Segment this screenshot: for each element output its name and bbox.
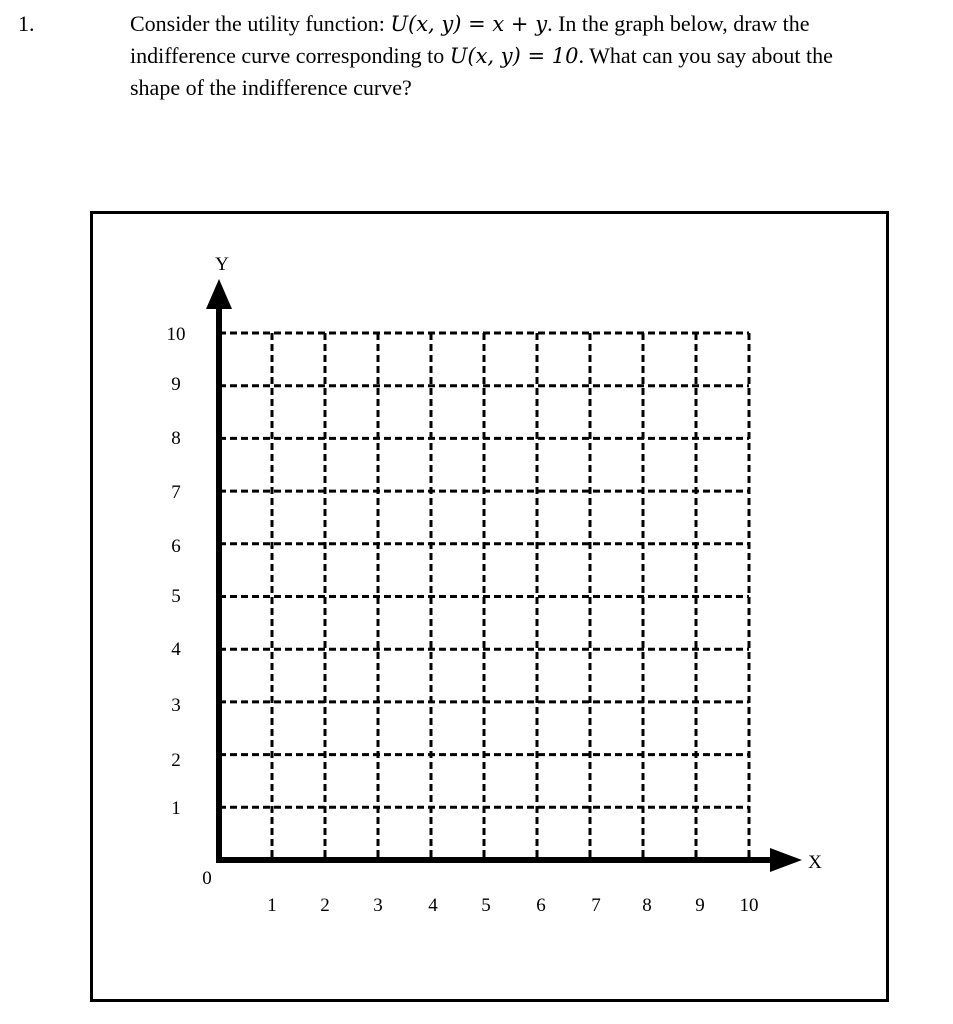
y-tick-label-9: 9 <box>171 374 181 395</box>
x-tick-label-9: 9 <box>695 895 705 916</box>
x-axis-title: X <box>808 852 822 873</box>
question-line-2-start: indifference curve corresponding to <box>130 43 450 68</box>
x-tick-label-4: 4 <box>428 895 438 916</box>
y-tick-label-5: 5 <box>171 586 181 607</box>
y-tick-label-6: 6 <box>171 536 181 557</box>
y-tick-label-7: 7 <box>171 482 181 503</box>
grid-lines <box>219 333 749 860</box>
x-tick-label-3: 3 <box>373 895 383 916</box>
x-tick-label-10: 10 <box>739 895 759 916</box>
question-line-1-start: Consider the utility function: <box>130 11 391 36</box>
y-tick-label-3: 3 <box>171 695 181 716</box>
y-tick-label-1: 1 <box>171 798 181 819</box>
x-tick-label-2: 2 <box>320 895 330 916</box>
y-tick-label-10: 10 <box>166 324 186 345</box>
x-tick-label-5: 5 <box>481 895 491 916</box>
question-number: 1. <box>18 11 35 36</box>
y-tick-label-8: 8 <box>171 428 181 449</box>
x-tick-label-1: 1 <box>267 895 277 916</box>
y-tick-label-2: 2 <box>171 750 181 771</box>
y-tick-label-4: 4 <box>171 639 181 660</box>
y-axis-title: Y <box>215 254 229 275</box>
x-axis-arrow-icon <box>770 848 802 872</box>
origin-label: 0 <box>202 868 212 889</box>
axes <box>206 279 802 872</box>
y-axis-arrow-icon <box>206 279 232 309</box>
x-tick-label-6: 6 <box>536 895 546 916</box>
x-tick-label-8: 8 <box>642 895 652 916</box>
axis-labels <box>202 254 822 889</box>
question-line-1-end: . In the graph below, draw the <box>547 11 810 36</box>
question-line-3: shape of the indifference curve? <box>130 75 412 100</box>
utility-level-formula: U(x, y) = 10 <box>449 44 579 68</box>
x-tick-label-7: 7 <box>591 895 601 916</box>
question-line-2-end: . What can you say about the <box>578 43 833 68</box>
tick-labels <box>167 324 759 916</box>
utility-function-formula: U(x, y) = x + y <box>390 12 548 36</box>
